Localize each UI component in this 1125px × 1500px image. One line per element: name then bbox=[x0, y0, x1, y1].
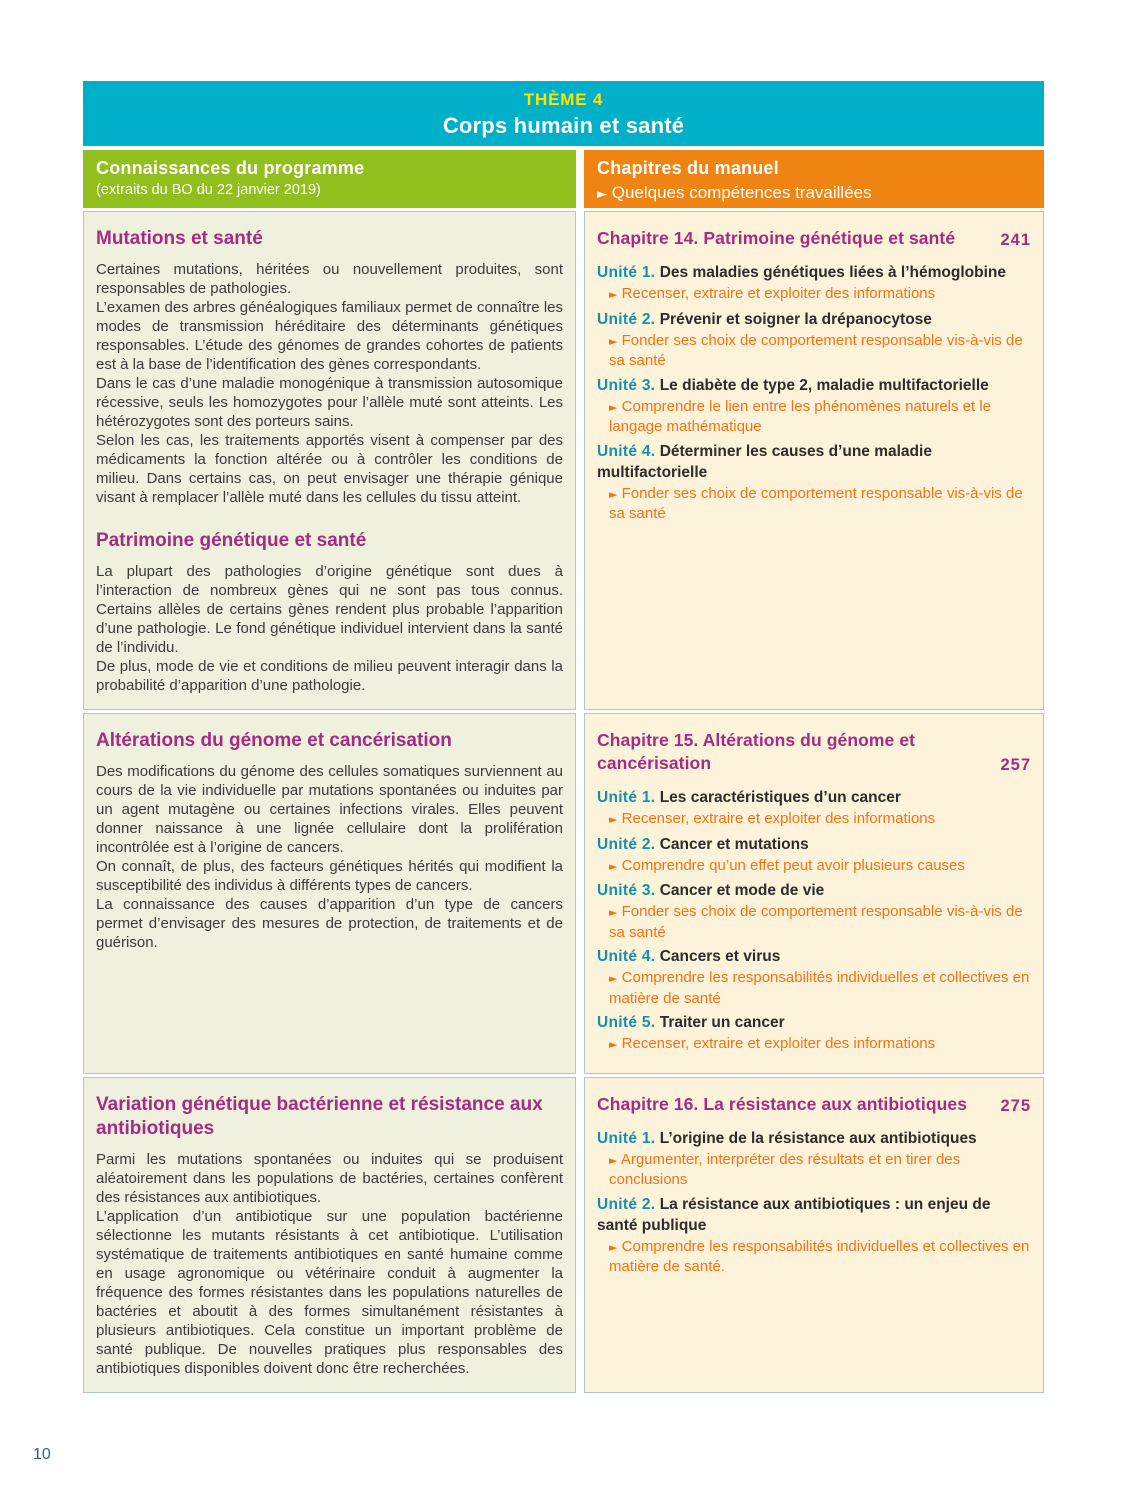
programme-paragraph: Certaines mutations, héritées ou nouvellement produites, sont responsables de pathologies. bbox=[96, 261, 563, 297]
unit-entry bbox=[597, 787, 1031, 830]
arrow-icon: ► bbox=[609, 1240, 618, 1254]
unit-title-line bbox=[597, 946, 1031, 967]
competency-line bbox=[597, 1034, 1031, 1055]
competency-text: Argumenter, interpréter des résultats et en tirer des conclusions bbox=[609, 1150, 961, 1188]
arrow-icon: ► bbox=[609, 859, 618, 873]
unit-title: Prévenir et soigner la drépanocytose bbox=[659, 310, 932, 328]
unit-label: Unité 3. bbox=[597, 882, 656, 899]
knowledge-cell-mutations bbox=[83, 211, 576, 710]
arrow-icon: ► bbox=[609, 1153, 618, 1167]
competency-line bbox=[597, 809, 1031, 830]
competency-line bbox=[597, 397, 1031, 437]
unit-label: Unité 1. bbox=[597, 789, 656, 806]
arrow-icon: ► bbox=[609, 972, 618, 985]
unit-label: Unité 2. bbox=[597, 835, 656, 853]
unit-label: Unité 1. bbox=[597, 1129, 656, 1147]
chapter-heading bbox=[597, 227, 1031, 250]
arrow-icon: ► bbox=[609, 487, 618, 501]
section-heading: Mutations et santé bbox=[96, 228, 263, 249]
chapter-title: Chapitre 14. Patrimoine génétique et santé bbox=[597, 228, 956, 248]
knowledge-cell-variation bbox=[83, 1077, 576, 1393]
unit-title-line bbox=[597, 375, 1031, 396]
unit-title-line bbox=[597, 309, 1031, 330]
unit-label: Unité 5. bbox=[597, 1014, 656, 1031]
programme-section bbox=[96, 729, 563, 952]
competency-text: Recenser, extraire et exploiter des informations bbox=[621, 285, 936, 302]
chapter-cell-14 bbox=[584, 211, 1044, 710]
page-number: 10 bbox=[33, 1446, 51, 1463]
unit-entry bbox=[597, 834, 1031, 877]
competency-text: Comprendre le lien entre les phénomènes naturels et le langage mathématique bbox=[609, 397, 992, 435]
programme-section bbox=[96, 1093, 563, 1378]
unit-entry bbox=[597, 1194, 1031, 1277]
unit-title-line bbox=[597, 787, 1031, 808]
programme-paragraph: La plupart des pathologies d’origine génétique sont dues à l’interaction de nombreux gènes qui ne sont pas tous connus. Certains allèles de certains gènes rendent plus probable l’apparition d’une pathologie. Le fond génétique individuel intervient dans la santé de l’individu. bbox=[96, 563, 563, 656]
chapter-page-number: 241 bbox=[1000, 231, 1031, 249]
unit-label: Unité 2. bbox=[597, 310, 656, 328]
programme-paragraph: Selon les cas, les traitements apportés visent à compenser par des médicaments la fonction altérée ou à contrôler les conditions de milieu. Dans certains cas, on peut envisager une thérapie génique visant à remplacer l’allèle muté dans les cellules du tissu atteint. bbox=[96, 432, 563, 506]
chapter-page-number: 257 bbox=[1000, 756, 1031, 774]
competency-text: Fonder ses choix de comportement responsable vis-à-vis de sa santé bbox=[609, 331, 1023, 369]
programme-section bbox=[96, 529, 563, 695]
unit-title-line bbox=[597, 262, 1031, 283]
chapter-title: Chapitre 15. Altérations du génome et cancérisation bbox=[597, 730, 916, 773]
competency-text: Comprendre les responsabilités individuelles et collectives en matière de santé. bbox=[609, 1237, 1030, 1275]
unit-label: Unité 3. bbox=[597, 376, 656, 394]
programme-paragraph: Parmi les mutations spontanées ou induites qui se produisent aléatoirement dans les populations de bactéries, certaines confèrent des résistances aux antibiotiques. bbox=[96, 1150, 563, 1206]
unit-title: Déterminer les causes d’une maladie multifactorielle bbox=[597, 442, 932, 481]
unit-entry bbox=[597, 1128, 1031, 1190]
chapters-header-subtitle-text: Quelques compétences travaillées bbox=[611, 183, 872, 202]
unit-title: Des maladies génétiques liées à l’hémoglobine bbox=[659, 264, 1006, 281]
unit-title: L’origine de la résistance aux antibiotiques bbox=[659, 1129, 977, 1147]
unit-title-line bbox=[597, 880, 1031, 901]
unit-title: La résistance aux antibiotiques : un enjeu de santé publique bbox=[597, 1195, 991, 1234]
arrow-icon: ► bbox=[609, 400, 618, 414]
unit-entry bbox=[597, 441, 1031, 524]
programme-paragraph: On connaît, de plus, des facteurs génétiques hérités qui modifient la susceptibilité des individus à différents types de cancers. bbox=[96, 858, 563, 894]
chapter-page-number: 275 bbox=[1000, 1096, 1031, 1115]
unit-title-line bbox=[597, 1194, 1031, 1236]
competency-text: Comprendre qu’un effet peut avoir plusieurs causes bbox=[621, 856, 965, 874]
column-header-knowledge bbox=[83, 150, 576, 208]
arrow-icon: ► bbox=[609, 1038, 618, 1051]
unit-entry bbox=[597, 1012, 1031, 1055]
competency-line bbox=[597, 1237, 1031, 1277]
programme-paragraph: De plus, mode de vie et conditions de milieu peuvent interagir dans la probabilité d’apparition d’une pathologie. bbox=[96, 658, 563, 694]
unit-title-line bbox=[597, 1128, 1031, 1149]
unit-entry bbox=[597, 946, 1031, 1008]
unit-title: Le diabète de type 2, maladie multifactorielle bbox=[659, 376, 989, 394]
unit-title-line bbox=[597, 834, 1031, 855]
chapter-cell-15 bbox=[584, 713, 1044, 1074]
section-heading: Variation génétique bactérienne et résistance aux antibiotiques bbox=[96, 1093, 543, 1139]
theme-banner bbox=[83, 81, 1044, 146]
unit-entry bbox=[597, 880, 1031, 942]
programme-paragraph: La connaissance des causes d’apparition d’un type de cancers permet d’envisager des mesures de protection, de traitements et de guérison. bbox=[96, 896, 563, 951]
unit-title: Traiter un cancer bbox=[659, 1014, 785, 1031]
chapter-heading bbox=[597, 1093, 1031, 1116]
arrow-icon: ► bbox=[609, 906, 618, 919]
theme-title: Corps humain et santé bbox=[442, 113, 685, 138]
competency-line bbox=[597, 284, 1031, 305]
programme-paragraph: L’examen des arbres généalogiques familiaux permet de connaître les modes de transmission héréditaire des déterminants génétiques responsables. L’étude des génomes de grandes cohortes de patients est à la base de l’identification des gènes correspondants. bbox=[96, 299, 563, 373]
unit-title-line bbox=[597, 441, 1031, 483]
chapter-cell-16 bbox=[584, 1077, 1044, 1393]
competency-text: Recenser, extraire et exploiter des informations bbox=[621, 810, 936, 827]
theme-number: THÈME 4 bbox=[523, 90, 604, 109]
chapter-title: Chapitre 16. La résistance aux antibiotiques bbox=[597, 1093, 968, 1114]
section-heading: Altérations du génome et cancérisation bbox=[96, 730, 452, 751]
unit-title-line bbox=[597, 1012, 1031, 1033]
chapters-header-title: Chapitres du manuel bbox=[597, 158, 779, 178]
competency-line bbox=[597, 1150, 1031, 1190]
competency-line bbox=[597, 331, 1031, 371]
chapters-header-subtitle bbox=[597, 183, 1031, 203]
competency-text: Comprendre les responsabilités individuelles et collectives en matière de santé bbox=[609, 969, 1030, 1007]
competency-line bbox=[597, 902, 1031, 942]
arrow-icon: ► bbox=[609, 288, 618, 301]
arrow-icon: ► bbox=[609, 813, 618, 826]
competency-text: Recenser, extraire et exploiter des informations bbox=[621, 1035, 936, 1052]
unit-label: Unité 1. bbox=[597, 264, 656, 281]
programme-section bbox=[96, 227, 563, 507]
unit-entry bbox=[597, 309, 1031, 371]
arrow-icon: ► bbox=[609, 334, 618, 348]
unit-title: Cancer et mode de vie bbox=[659, 882, 825, 899]
unit-title: Les caractéristiques d’un cancer bbox=[659, 789, 901, 806]
arrow-icon: ► bbox=[597, 187, 607, 202]
programme-paragraph: L’application d’un antibiotique sur une population bactérienne sélectionne les mutants résistants à cet antibiotique. L’utilisation systématique de traitements antibiotiques en santé humaine comme en usage agronomique ou vétérinaire conduit à augmenter la fréquence des formes résistantes dans les populations naturelles de bactéries et aboutit à des formes simultanément résistantes à plusieurs antibiotiques. Cela constitue un important problème de santé publique. De nouvelles pratiques plus responsables des antibiotiques disponibles doivent donc être recherchées. bbox=[96, 1207, 563, 1377]
knowledge-cell-alterations bbox=[83, 713, 576, 1074]
programme-paragraph: Dans le cas d’une maladie monogénique à transmission autosomique récessive, seuls les homozygotes pour l’allèle muté sont atteints. Les hétérozygotes sont des porteurs sains. bbox=[96, 375, 563, 430]
section-heading: Patrimoine génétique et santé bbox=[96, 530, 367, 551]
column-header-chapters bbox=[584, 150, 1044, 208]
chapter-heading bbox=[597, 729, 1031, 775]
unit-title: Cancers et virus bbox=[659, 948, 781, 965]
knowledge-header-subtitle: (extraits du BO du 22 janvier 2019) bbox=[96, 182, 321, 198]
competency-line bbox=[597, 856, 1031, 877]
programme-table bbox=[83, 150, 1044, 1393]
competency-line bbox=[597, 968, 1031, 1008]
unit-entry bbox=[597, 375, 1031, 437]
unit-entry bbox=[597, 262, 1031, 305]
unit-label: Unité 4. bbox=[597, 948, 656, 965]
unit-title: Cancer et mutations bbox=[659, 835, 809, 853]
competency-line bbox=[597, 484, 1031, 524]
unit-label: Unité 4. bbox=[597, 442, 656, 460]
competency-text: Fonder ses choix de comportement responsable vis-à-vis de sa santé bbox=[609, 484, 1023, 522]
programme-paragraph: Des modifications du génome des cellules somatiques surviennent au cours de la vie individuelle par mutations spontanées ou induites par un agent mutagène ou certaines infections virales. Elles peuvent donner naissance à une lignée cellulaire dont la prolifération incontrôlée est à l’origine de cancers. bbox=[96, 763, 563, 856]
unit-label: Unité 2. bbox=[597, 1195, 656, 1213]
competency-text: Fonder ses choix de comportement responsable vis-à-vis de sa santé bbox=[609, 903, 1023, 941]
knowledge-header-title: Connaissances du programme bbox=[96, 158, 365, 178]
